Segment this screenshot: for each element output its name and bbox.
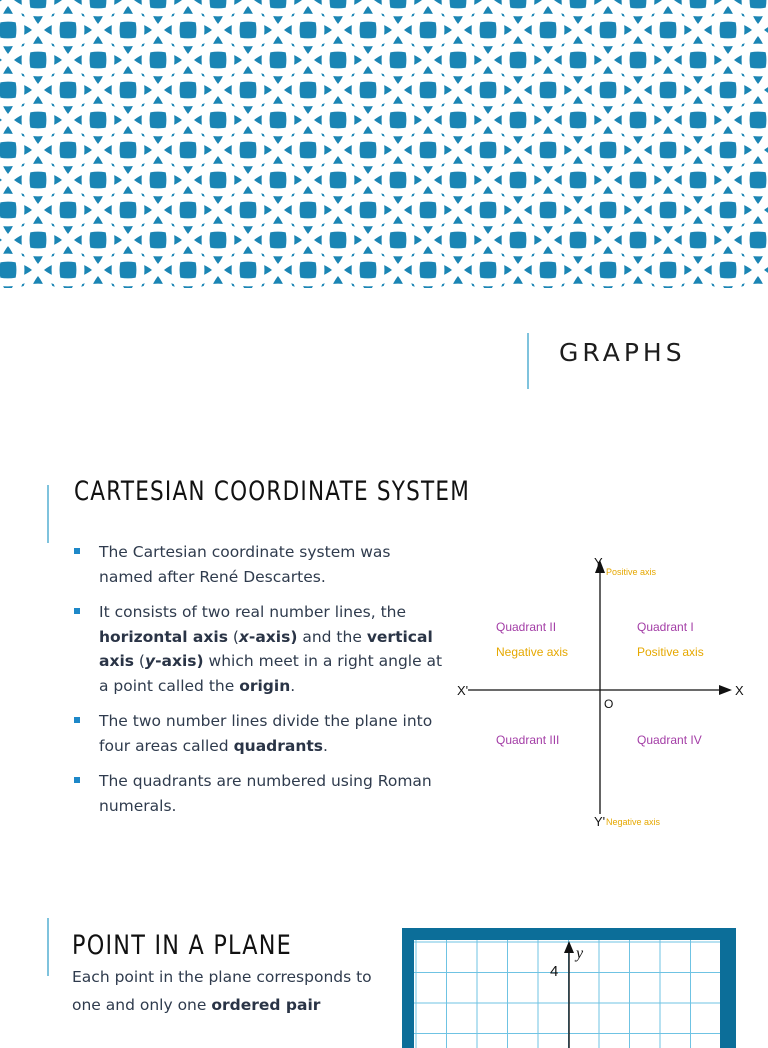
section-title-point-in-plane: POINT IN A PLANE [72,930,292,961]
bullet-square-icon [74,548,80,554]
grid-lines [414,940,720,1048]
quadrant-2-label: Quadrant II [496,620,556,634]
title-accent-bar [527,333,529,389]
term-vertical-axis: vertical axis [99,628,433,671]
grid-y-label: y [574,945,584,962]
section-paragraph: Each point in the plane corresponds to one and only one ordered pair [72,963,402,1019]
y-prime-label: Y' [594,814,605,829]
positive-y-label: Positive axis [606,567,657,577]
quadrant-4-label: Quadrant IV [637,733,702,747]
term-ordered-pair: ordered pair [211,996,320,1014]
positive-axis-label: Positive axis [637,645,704,659]
negative-axis-label: Negative axis [496,645,568,659]
bullet-item: The Cartesian coordinate system was named after René Descartes. [74,540,446,589]
bullet-item: The two number lines divide the plane into four areas called quadrants. [74,709,446,758]
grid-y-arrow-icon [564,941,574,953]
x-arrow-icon [719,685,732,695]
circle-lattice-pattern [0,0,768,288]
y-axis-label: Y [594,555,603,570]
bullet-list [74,540,446,829]
decorative-pattern-banner [0,0,768,288]
quadrant-1-label: Quadrant I [637,620,694,634]
coordinate-grid-frame [402,928,736,1048]
quadrant-3-label: Quadrant III [496,733,559,747]
bullet-square-icon [74,717,80,723]
x-axis-label: X [735,683,744,698]
bullet-item: The quadrants are numbered using Roman numerals. [74,769,446,818]
coordinate-grid [414,940,720,1048]
negative-y-label: Negative axis [606,817,661,827]
bullet-item: It consists of two real number lines, the horizontal axis (x-axis) and the vertical axis (y-axis) which meet in a right angle at a point called the origin. [74,600,446,698]
term-horizontal-axis: horizontal axis [99,628,228,646]
page-title: GRAPHS [559,338,686,367]
section-accent-bar [47,485,49,543]
cartesian-diagram [448,548,758,838]
bullet-square-icon [74,608,80,614]
origin-label: O [604,697,613,711]
term-origin: origin [239,677,290,695]
bullet-square-icon [74,777,80,783]
term-quadrants: quadrants [234,737,323,755]
grid-tick-label: 4 [550,963,558,980]
section-title-cartesian: CARTESIAN COORDINATE SYSTEM [74,476,470,507]
x-prime-label: X' [457,683,468,698]
section-accent-bar [47,918,49,976]
